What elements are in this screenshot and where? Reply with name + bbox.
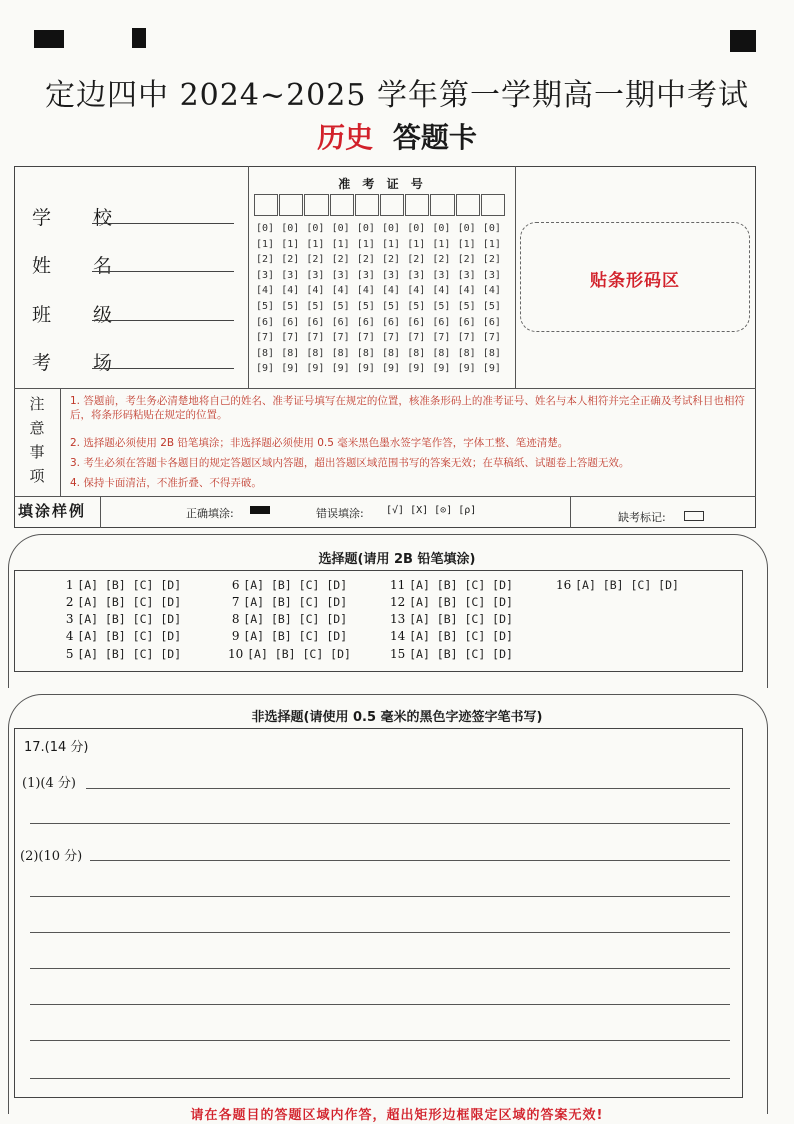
id-digit-box[interactable] — [456, 194, 480, 216]
notes-heading-text: 注意事项 — [29, 395, 45, 485]
choice-options[interactable]: [A] [B] [C] [D] — [77, 595, 182, 609]
id-digit-box[interactable] — [279, 194, 303, 216]
id-digit-bubble[interactable]: [4] — [331, 285, 350, 297]
choice-options[interactable]: [A] [B] [C] [D] — [409, 612, 513, 626]
choice-number: 15 — [390, 647, 410, 661]
choice-options[interactable]: [A] [B] [C] [D] — [409, 629, 513, 643]
id-digit-bubble[interactable]: [0] — [407, 223, 426, 234]
id-digit-bubble[interactable]: [8] — [382, 347, 401, 359]
id-digit-bubble[interactable]: [4] — [457, 285, 476, 297]
id-digit-bubble[interactable]: [8] — [306, 347, 325, 359]
choice-number: 13 — [390, 612, 410, 626]
field-class-line[interactable] — [92, 320, 234, 321]
id-digit-bubble[interactable]: [7] — [407, 332, 426, 344]
id-digit-bubble[interactable]: [3] — [256, 269, 275, 281]
id-digit-bubble[interactable]: [9] — [306, 363, 325, 375]
id-digit-bubble[interactable]: [5] — [482, 301, 501, 312]
id-digit-bubble[interactable]: [2] — [256, 254, 275, 266]
id-digit-bubble[interactable]: [1] — [482, 238, 501, 250]
choice-options[interactable]: [A] [B] [C] [D] — [409, 647, 513, 661]
sample-divider-1 — [100, 496, 101, 528]
id-digit-bubble[interactable]: [1] — [457, 238, 476, 250]
choice-number: 4 — [62, 629, 78, 643]
id-digit-bubble[interactable]: [2] — [331, 254, 350, 266]
id-digit-bubble[interactable]: [6] — [306, 316, 325, 328]
info-divider-2 — [515, 166, 516, 388]
id-digit-bubble[interactable]: [3] — [482, 269, 501, 281]
id-digit-bubble[interactable]: [0] — [331, 223, 350, 234]
id-digit-bubble[interactable]: [0] — [457, 223, 476, 234]
sample-label: 填涂样例 — [18, 502, 87, 520]
id-digit-bubble[interactable]: [1] — [407, 238, 426, 250]
id-digit-bubble[interactable]: [9] — [432, 363, 451, 375]
id-digit-bubble[interactable]: [3] — [382, 269, 401, 281]
choice-question-5[interactable] — [62, 647, 181, 661]
id-digit-bubble[interactable]: [8] — [457, 347, 476, 359]
field-room-label: 考 场 — [32, 352, 131, 374]
choice-question-8[interactable] — [228, 612, 347, 626]
id-digit-bubble[interactable]: [1] — [306, 238, 325, 250]
id-digit-bubble[interactable]: [6] — [331, 316, 350, 328]
id-digit-bubble[interactable]: [1] — [432, 238, 451, 250]
id-digit-bubble[interactable]: [0] — [482, 223, 501, 234]
id-digit-bubble[interactable]: [9] — [382, 363, 401, 375]
id-digit-box[interactable] — [481, 194, 505, 216]
nonchoice-box — [14, 728, 743, 1098]
id-digit-bubble[interactable]: [3] — [356, 269, 375, 281]
choice-question-3[interactable] — [62, 612, 181, 626]
sample-correct-fill — [250, 506, 270, 514]
field-school-label: 学 校 — [32, 207, 131, 229]
part-1-label: (1)(4 分) — [22, 776, 76, 791]
choice-number: 12 — [390, 595, 410, 609]
id-digit-bubble[interactable]: [0] — [306, 223, 325, 234]
id-digit-bubble[interactable]: [7] — [306, 332, 325, 344]
choice-question-14[interactable] — [390, 629, 513, 643]
id-digit-bubble[interactable]: [7] — [331, 332, 350, 344]
id-digit-bubble[interactable]: [1] — [382, 238, 401, 250]
answer-line-9[interactable] — [30, 1078, 730, 1079]
choice-number: 10 — [228, 647, 248, 661]
id-digit-bubble[interactable]: [4] — [306, 285, 325, 297]
id-digit-bubble[interactable]: [8] — [356, 347, 375, 359]
choice-question-1[interactable] — [62, 578, 181, 592]
id-digit-bubble[interactable]: [7] — [432, 332, 451, 344]
absent-box[interactable] — [684, 511, 704, 521]
answer-line-7[interactable] — [30, 1004, 730, 1005]
id-digit-box[interactable] — [355, 194, 379, 216]
field-name-line[interactable] — [92, 271, 234, 272]
footer-warning: 请在各题目的答题区域内作答，超出矩形边框限定区域的答案无效! — [190, 1108, 604, 1123]
choice-question-6[interactable] — [228, 578, 347, 592]
id-digit-bubble[interactable]: [5] — [281, 301, 300, 312]
note-3: 3. 考生必须在答题卡各题目的规定答题区域内答题，超出答题区域范围书写的答案无效；在草稿纸、试题卷上答题无效。 — [70, 457, 630, 469]
id-digit-bubble[interactable]: [5] — [331, 301, 350, 312]
choice-question-13[interactable] — [390, 612, 513, 626]
field-name-label: 姓 名 — [32, 255, 131, 277]
choice-options[interactable]: [A] [B] [C] [D] — [247, 647, 351, 661]
part-2-label: (2)(10 分) — [20, 849, 83, 864]
id-digit-bubble[interactable]: [9] — [356, 363, 375, 375]
sample-wrong-marks: [√] [X] [⊙] [ρ] — [386, 505, 477, 516]
id-digit-bubble[interactable]: [8] — [432, 347, 451, 359]
id-digit-bubble[interactable]: [2] — [281, 254, 300, 266]
id-digit-bubble[interactable]: [9] — [256, 363, 275, 375]
choice-options[interactable]: [A] [B] [C] [D] — [575, 578, 679, 592]
id-digit-bubble[interactable]: [7] — [256, 332, 275, 344]
id-digit-bubble[interactable]: [0] — [281, 223, 300, 234]
id-digit-bubble[interactable]: [8] — [407, 347, 426, 359]
choice-number: 1 — [62, 578, 78, 592]
answer-line-5[interactable] — [30, 932, 730, 933]
id-digit-bubble[interactable]: [6] — [256, 316, 275, 328]
id-digit-bubble[interactable]: [2] — [306, 254, 325, 266]
id-digit-bubble[interactable]: [6] — [281, 316, 300, 328]
id-digit-bubble[interactable]: [3] — [306, 269, 325, 281]
id-digit-bubble[interactable]: [1] — [281, 238, 300, 250]
choice-question-10[interactable] — [228, 647, 351, 661]
id-digit-bubble[interactable]: [7] — [281, 332, 300, 344]
id-digit-bubble[interactable]: [8] — [281, 347, 300, 359]
choice-question-11[interactable] — [390, 578, 513, 592]
choice-options[interactable]: [A] [B] [C] [D] — [409, 595, 513, 609]
id-digit-bubble[interactable]: [5] — [432, 301, 451, 312]
choice-question-16[interactable] — [556, 578, 679, 592]
id-digit-bubble[interactable]: [5] — [306, 301, 325, 312]
id-digit-box[interactable] — [330, 194, 354, 216]
id-digit-bubble[interactable]: [1] — [256, 238, 275, 250]
id-digit-box[interactable] — [430, 194, 454, 216]
id-digit-box[interactable] — [405, 194, 429, 216]
id-label: 准 考 证 号 — [338, 177, 427, 191]
id-digit-bubble[interactable]: [7] — [356, 332, 375, 344]
choice-options[interactable]: [A] [B] [C] [D] — [77, 612, 182, 626]
id-digit-bubble[interactable]: [2] — [407, 254, 426, 266]
id-digit-bubble[interactable]: [5] — [382, 301, 401, 312]
choice-number: 6 — [228, 578, 244, 592]
choice-options[interactable]: [A] [B] [C] [D] — [409, 578, 513, 592]
id-digit-bubble[interactable]: [3] — [281, 269, 300, 281]
question-17-label: 17.(14 分) — [24, 740, 89, 755]
subject-name: 历史 — [317, 121, 374, 154]
id-digit-bubble[interactable]: [7] — [457, 332, 476, 344]
id-digit-bubble[interactable]: [6] — [407, 316, 426, 328]
id-digit-bubble[interactable]: [0] — [432, 223, 451, 234]
choice-options[interactable]: [A] [B] [C] [D] — [243, 595, 348, 609]
id-digit-bubble[interactable]: [9] — [457, 363, 476, 375]
id-digit-bubble[interactable]: [3] — [331, 269, 350, 281]
id-digit-bubble[interactable]: [0] — [256, 223, 275, 234]
id-digit-bubble[interactable]: [0] — [382, 223, 401, 234]
barcode-label: 贴条形码区 — [590, 271, 680, 291]
id-digit-box[interactable] — [254, 194, 278, 216]
answer-line-8[interactable] — [30, 1040, 730, 1041]
id-digit-bubble[interactable]: [3] — [432, 269, 451, 281]
id-digit-bubble[interactable]: [9] — [331, 363, 350, 375]
id-digit-bubble[interactable]: [2] — [457, 254, 476, 266]
answer-line-4[interactable] — [30, 896, 730, 897]
choice-question-7[interactable] — [228, 595, 347, 609]
choice-question-12[interactable] — [390, 595, 513, 609]
id-digit-bubble[interactable]: [4] — [407, 285, 426, 297]
choice-number: 16 — [556, 578, 576, 592]
choice-title: 选择题(请用 2B 铅笔填涂) — [318, 552, 476, 567]
choice-options[interactable]: [A] [B] [C] [D] — [243, 629, 348, 643]
page-title: 定边四中 2024~2025 学年第一学期高一期中考试 — [45, 78, 749, 113]
sample-correct-label: 正确填涂: — [186, 507, 234, 520]
sample-absent-label: 缺考标记: — [618, 511, 666, 524]
id-digit-bubble[interactable]: [4] — [256, 285, 275, 297]
id-digit-bubble[interactable]: [2] — [432, 254, 451, 266]
id-digit-bubble[interactable]: [3] — [457, 269, 476, 281]
id-digit-bubble[interactable]: [4] — [281, 285, 300, 297]
choice-number: 7 — [228, 595, 244, 609]
info-hline-2 — [14, 496, 756, 497]
id-digit-bubble[interactable]: [4] — [432, 285, 451, 297]
id-digit-bubble[interactable]: [8] — [256, 347, 275, 359]
choice-number: 14 — [390, 629, 410, 643]
choice-question-2[interactable] — [62, 595, 181, 609]
card-label: 答题卡 — [392, 121, 477, 154]
id-digit-bubble[interactable]: [9] — [281, 363, 300, 375]
field-class-label: 班 级 — [32, 304, 131, 326]
choice-question-15[interactable] — [390, 647, 513, 661]
id-digit-bubble[interactable]: [6] — [382, 316, 401, 328]
choice-number: 11 — [390, 578, 410, 592]
id-digit-bubble[interactable]: [3] — [407, 269, 426, 281]
card-subtitle — [0, 116, 794, 156]
choice-number: 3 — [62, 612, 78, 626]
id-digit-bubble[interactable]: [5] — [457, 301, 476, 312]
id-digit-bubble[interactable]: [0] — [356, 223, 375, 234]
choice-number: 9 — [228, 629, 244, 643]
choice-options[interactable]: [A] [B] [C] [D] — [243, 578, 348, 592]
note-4: 4. 保持卡面清洁，不准折叠、不得弄破。 — [70, 477, 262, 489]
id-digit-bubble[interactable]: [6] — [432, 316, 451, 328]
choice-question-9[interactable] — [228, 629, 347, 643]
id-digit-bubble[interactable]: [6] — [457, 316, 476, 328]
choice-options[interactable]: [A] [B] [C] [D] — [77, 578, 182, 592]
sample-divider-2 — [570, 496, 571, 528]
id-digit-box[interactable] — [304, 194, 328, 216]
choice-options[interactable]: [A] [B] [C] [D] — [77, 629, 182, 643]
alignment-mark-right — [730, 30, 756, 52]
info-divider-1 — [248, 166, 249, 388]
answer-line-3[interactable] — [90, 860, 730, 861]
choice-options[interactable]: [A] [B] [C] [D] — [243, 612, 348, 626]
info-hline-1 — [14, 388, 756, 389]
id-digit-bubble[interactable]: [2] — [356, 254, 375, 266]
field-room-line[interactable] — [92, 368, 234, 369]
id-digit-bubble[interactable]: [6] — [356, 316, 375, 328]
note-1: 1. 答题前，考生务必清楚地将自己的姓名、准考证号填写在规定的位置，核准条形码上的准考证号、姓名与本人相符并完全正确及考试科目也相符后，将条形码粘贴在规定的位置。 — [70, 395, 745, 422]
notes-divider — [60, 388, 61, 496]
id-digit-bubble[interactable]: [4] — [382, 285, 401, 297]
id-digit-bubble[interactable]: [9] — [482, 363, 501, 375]
nonchoice-title: 非选择题(请使用 0.5 毫米的黑色字迹签字笔书写) — [251, 710, 543, 725]
answer-line-2[interactable] — [30, 823, 730, 824]
sample-wrong-label: 错误填涂: — [316, 507, 364, 520]
id-digit-bubble[interactable]: [1] — [356, 238, 375, 250]
id-digit-bubble[interactable]: [2] — [382, 254, 401, 266]
id-digit-bubble[interactable]: [6] — [482, 316, 501, 328]
choice-options[interactable]: [A] [B] [C] [D] — [77, 647, 182, 661]
id-digit-bubble[interactable]: [7] — [382, 332, 401, 344]
choice-number: 2 — [62, 595, 78, 609]
choice-number: 8 — [228, 612, 244, 626]
answer-line-6[interactable] — [30, 968, 730, 969]
id-digit-bubble[interactable]: [8] — [331, 347, 350, 359]
alignment-mark-center — [132, 28, 146, 48]
id-digit-bubble[interactable]: [5] — [356, 301, 375, 312]
id-digit-bubble[interactable]: [5] — [256, 301, 275, 312]
id-digit-bubble[interactable]: [4] — [356, 285, 375, 297]
answer-line-1[interactable] — [86, 788, 730, 789]
choice-question-4[interactable] — [62, 629, 181, 643]
id-digit-bubble[interactable]: [9] — [407, 363, 426, 375]
id-digit-bubble[interactable]: [1] — [331, 238, 350, 250]
note-2: 2. 选择题必须使用 2B 铅笔填涂；非选择题必须使用 0.5 毫米黑色墨水签字笔作答，字体工整、笔迹清楚。 — [70, 437, 569, 449]
id-digit-bubble[interactable]: [7] — [482, 332, 501, 344]
id-digit-bubble[interactable]: [2] — [482, 254, 501, 266]
notes-heading — [14, 392, 60, 488]
id-digit-bubble[interactable]: [5] — [407, 301, 426, 312]
id-digit-bubble[interactable]: [4] — [482, 285, 501, 297]
choice-number: 5 — [62, 647, 78, 661]
alignment-mark-left — [34, 30, 64, 48]
field-school-line[interactable] — [92, 223, 234, 224]
id-digit-bubble[interactable]: [8] — [482, 347, 501, 359]
id-digit-box[interactable] — [380, 194, 404, 216]
